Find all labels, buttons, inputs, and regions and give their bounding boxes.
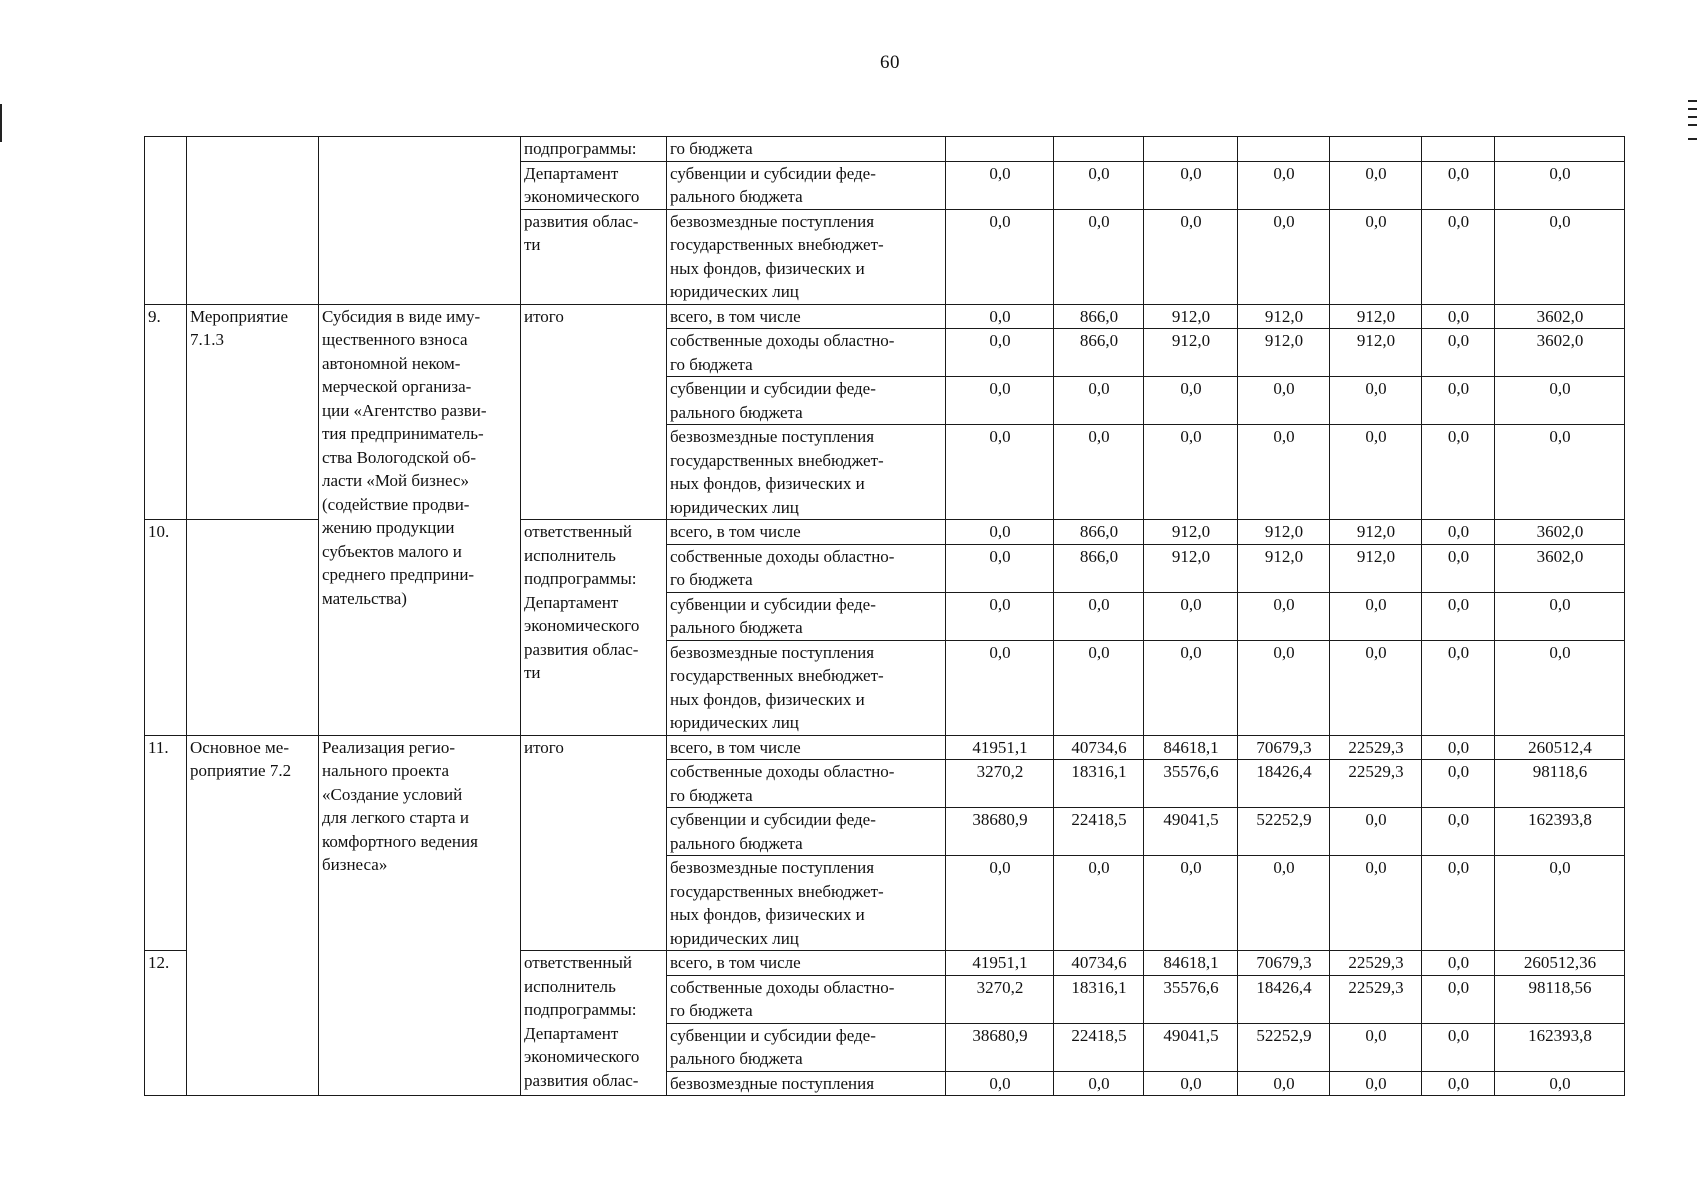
cell-value: 0,0 (1144, 377, 1238, 425)
scan-mark-right-2 (1688, 108, 1697, 110)
budget-table (144, 136, 1625, 1096)
cell-value: 0,0 (1495, 161, 1625, 209)
cell-value: 0,0 (1422, 377, 1495, 425)
cell-value: 912,0 (1144, 520, 1238, 545)
cell-desc: Реализация регио- нального проекта «Создание условий для легкого старта и комфортного ведения бизнеса» (319, 735, 521, 1096)
cell-value: 3602,0 (1495, 520, 1625, 545)
cell-value: 41951,1 (946, 951, 1054, 976)
cell-value: 35576,6 (1144, 975, 1238, 1023)
cell-value: 18426,4 (1238, 760, 1330, 808)
cell-value: 0,0 (946, 520, 1054, 545)
cell-value: 0,0 (1422, 304, 1495, 329)
cell-value: 41951,1 (946, 735, 1054, 760)
cell-value: 98118,56 (1495, 975, 1625, 1023)
cell-value: 0,0 (1238, 161, 1330, 209)
cell-value: 35576,6 (1144, 760, 1238, 808)
cell-value: 0,0 (1238, 1071, 1330, 1096)
cell-value: 912,0 (1330, 544, 1422, 592)
cell-value: 70679,3 (1238, 951, 1330, 976)
cell-value: 0,0 (1422, 161, 1495, 209)
cell-value: 866,0 (1054, 520, 1144, 545)
cell-value: 0,0 (1422, 808, 1495, 856)
cell-value: 0,0 (1330, 856, 1422, 951)
cell-source: безвозмездные поступления государственных внебюджет- ных фондов, физических и юридических лиц (667, 209, 946, 304)
cell-value: 0,0 (1495, 425, 1625, 520)
cell-value: 0,0 (1422, 856, 1495, 951)
cell-value: 18426,4 (1238, 975, 1330, 1023)
cell-source: субвенции и субсидии феде- рального бюджета (667, 377, 946, 425)
cell-value: 0,0 (1144, 640, 1238, 735)
cell-value: 260512,36 (1495, 951, 1625, 976)
cell-num (145, 137, 187, 305)
table-row (145, 304, 1625, 329)
cell-value: 912,0 (1238, 544, 1330, 592)
cell-value: 0,0 (1144, 209, 1238, 304)
cell-name: Мероприятие 7.1.3 (187, 304, 319, 520)
cell-value: 0,0 (946, 161, 1054, 209)
cell-value: 0,0 (1054, 161, 1144, 209)
cell-value: 0,0 (1238, 209, 1330, 304)
cell-value: 0,0 (946, 640, 1054, 735)
cell-value: 22529,3 (1330, 951, 1422, 976)
cell-value: 0,0 (1495, 640, 1625, 735)
cell-value: 912,0 (1144, 544, 1238, 592)
cell-num: 11. (145, 735, 187, 951)
cell-value: 0,0 (1422, 735, 1495, 760)
cell-value: 0,0 (1238, 592, 1330, 640)
cell-value: 0,0 (1330, 377, 1422, 425)
cell-value: 18316,1 (1054, 760, 1144, 808)
cell-source: всего, в том числе (667, 735, 946, 760)
cell-value: 40734,6 (1054, 951, 1144, 976)
cell-source: субвенции и субсидии феде- рального бюджета (667, 1023, 946, 1071)
cell-value: 866,0 (1054, 329, 1144, 377)
cell-value: 0,0 (1422, 640, 1495, 735)
cell-value: 0,0 (946, 377, 1054, 425)
cell-source: безвозмездные поступления государственных внебюджет- ных фондов, физических и юридических лиц (667, 640, 946, 735)
cell-value: 84618,1 (1144, 951, 1238, 976)
scan-mark-right-4 (1688, 124, 1697, 126)
cell-source: го бюджета (667, 137, 946, 162)
cell-source: собственные доходы областно- го бюджета (667, 544, 946, 592)
cell-value: 912,0 (1238, 329, 1330, 377)
cell-value: 0,0 (1054, 640, 1144, 735)
cell-value: 70679,3 (1238, 735, 1330, 760)
cell-value: 0,0 (1422, 1023, 1495, 1071)
cell-value: 0,0 (1495, 592, 1625, 640)
cell-source: безвозмездные поступления (667, 1071, 946, 1096)
cell-value: 0,0 (1495, 1071, 1625, 1096)
cell-num: 9. (145, 304, 187, 520)
cell-value: 0,0 (1422, 592, 1495, 640)
cell-value: 0,0 (946, 1071, 1054, 1096)
cell-executor: Департамент экономического (521, 161, 667, 209)
cell-value: 52252,9 (1238, 1023, 1330, 1071)
cell-executor: итого (521, 735, 667, 951)
cell-value: 0,0 (1054, 425, 1144, 520)
cell-value: 0,0 (1054, 856, 1144, 951)
cell-executor: развития облас- ти (521, 209, 667, 304)
cell-source: собственные доходы областно- го бюджета (667, 760, 946, 808)
cell-value (1495, 137, 1625, 162)
cell-executor: ответственный исполнитель подпрограммы: Департамент экономического развития облас- (521, 951, 667, 1096)
cell-source: субвенции и субсидии феде- рального бюджета (667, 808, 946, 856)
cell-value: 0,0 (1330, 1071, 1422, 1096)
cell-value: 866,0 (1054, 304, 1144, 329)
cell-value: 18316,1 (1054, 975, 1144, 1023)
cell-value: 912,0 (1144, 304, 1238, 329)
cell-value (1144, 137, 1238, 162)
cell-value: 0,0 (1495, 856, 1625, 951)
cell-value: 912,0 (1144, 329, 1238, 377)
cell-value: 0,0 (1422, 760, 1495, 808)
cell-value: 3602,0 (1495, 329, 1625, 377)
cell-name: Основное ме- роприятие 7.2 (187, 735, 319, 1096)
page-number: 60 (880, 52, 900, 73)
cell-value: 0,0 (946, 304, 1054, 329)
cell-source: всего, в том числе (667, 520, 946, 545)
cell-value: 0,0 (1144, 425, 1238, 520)
cell-source: субвенции и субсидии феде- рального бюджета (667, 592, 946, 640)
cell-value: 912,0 (1330, 520, 1422, 545)
cell-value: 162393,8 (1495, 808, 1625, 856)
cell-value: 22529,3 (1330, 735, 1422, 760)
table-row (145, 735, 1625, 760)
scan-mark-right-5 (1688, 138, 1697, 140)
cell-name (187, 137, 319, 305)
cell-source: субвенции и субсидии феде- рального бюджета (667, 161, 946, 209)
cell-value: 0,0 (1422, 951, 1495, 976)
cell-value: 52252,9 (1238, 808, 1330, 856)
cell-value (946, 137, 1054, 162)
cell-value: 0,0 (1495, 209, 1625, 304)
cell-value: 0,0 (1144, 161, 1238, 209)
cell-value: 84618,1 (1144, 735, 1238, 760)
cell-value: 0,0 (1330, 425, 1422, 520)
cell-value: 0,0 (1330, 640, 1422, 735)
cell-value: 0,0 (1238, 640, 1330, 735)
cell-value: 22529,3 (1330, 760, 1422, 808)
cell-value: 0,0 (1054, 592, 1144, 640)
cell-desc (319, 137, 521, 305)
cell-value (1054, 137, 1144, 162)
cell-value: 0,0 (1144, 856, 1238, 951)
cell-value: 0,0 (1238, 856, 1330, 951)
cell-value: 0,0 (1330, 808, 1422, 856)
cell-value: 0,0 (1330, 1023, 1422, 1071)
cell-value: 3602,0 (1495, 304, 1625, 329)
scan-mark-right-3 (1688, 116, 1697, 118)
cell-value: 0,0 (946, 329, 1054, 377)
cell-value: 0,0 (1144, 592, 1238, 640)
cell-value: 0,0 (1330, 592, 1422, 640)
cell-value: 0,0 (1054, 1071, 1144, 1096)
cell-source: собственные доходы областно- го бюджета (667, 329, 946, 377)
cell-source: всего, в том числе (667, 951, 946, 976)
cell-source: собственные доходы областно- го бюджета (667, 975, 946, 1023)
cell-value (1330, 137, 1422, 162)
cell-value: 0,0 (1422, 425, 1495, 520)
cell-value: 0,0 (1144, 1071, 1238, 1096)
cell-value: 38680,9 (946, 808, 1054, 856)
cell-value: 0,0 (1238, 377, 1330, 425)
cell-value: 98118,6 (1495, 760, 1625, 808)
cell-value: 0,0 (1495, 377, 1625, 425)
cell-value: 0,0 (1422, 1071, 1495, 1096)
cell-num: 10. (145, 520, 187, 736)
cell-value: 912,0 (1330, 329, 1422, 377)
cell-value: 0,0 (1422, 520, 1495, 545)
cell-value: 49041,5 (1144, 808, 1238, 856)
table-row (145, 137, 1625, 162)
cell-value: 3270,2 (946, 760, 1054, 808)
cell-value (1422, 137, 1495, 162)
cell-desc: Субсидия в виде иму- щественного взноса автономной неком- мерческой организа- ции «Агентство разви- тия предприниматель- ства Вологодской об- ласти «Мой бизнес» (содействие продви- жению продукции субъектов малого и среднего предприни- мательства) (319, 304, 521, 735)
cell-value: 22529,3 (1330, 975, 1422, 1023)
scan-mark-left (0, 104, 2, 142)
cell-value: 0,0 (1054, 209, 1144, 304)
cell-value: 912,0 (1238, 304, 1330, 329)
cell-source: безвозмездные поступления государственных внебюджет- ных фондов, физических и юридических лиц (667, 425, 946, 520)
cell-value: 0,0 (946, 544, 1054, 592)
cell-name (187, 520, 319, 736)
cell-value: 0,0 (946, 425, 1054, 520)
cell-value: 0,0 (946, 592, 1054, 640)
cell-value: 0,0 (1422, 544, 1495, 592)
cell-executor: подпрограммы: (521, 137, 667, 162)
cell-value: 22418,5 (1054, 1023, 1144, 1071)
cell-value: 866,0 (1054, 544, 1144, 592)
cell-value: 0,0 (1422, 209, 1495, 304)
cell-source: безвозмездные поступления государственных внебюджет- ных фондов, физических и юридических лиц (667, 856, 946, 951)
cell-executor: итого (521, 304, 667, 520)
cell-value: 0,0 (946, 856, 1054, 951)
cell-value: 22418,5 (1054, 808, 1144, 856)
cell-value: 3270,2 (946, 975, 1054, 1023)
cell-value: 40734,6 (1054, 735, 1144, 760)
cell-value: 0,0 (1238, 425, 1330, 520)
cell-value: 0,0 (1422, 975, 1495, 1023)
cell-value: 49041,5 (1144, 1023, 1238, 1071)
cell-value: 0,0 (946, 209, 1054, 304)
cell-value (1238, 137, 1330, 162)
cell-value: 3602,0 (1495, 544, 1625, 592)
cell-value: 0,0 (1422, 329, 1495, 377)
cell-value: 162393,8 (1495, 1023, 1625, 1071)
cell-source: всего, в том числе (667, 304, 946, 329)
cell-value: 912,0 (1330, 304, 1422, 329)
cell-value: 912,0 (1238, 520, 1330, 545)
cell-value: 0,0 (1330, 209, 1422, 304)
cell-value: 260512,4 (1495, 735, 1625, 760)
scan-mark-right-1 (1688, 100, 1697, 102)
cell-executor: ответственный исполнитель подпрограммы: Департамент экономического развития облас- ти (521, 520, 667, 736)
cell-num: 12. (145, 951, 187, 1096)
cell-value: 38680,9 (946, 1023, 1054, 1071)
cell-value: 0,0 (1330, 161, 1422, 209)
cell-value: 0,0 (1054, 377, 1144, 425)
